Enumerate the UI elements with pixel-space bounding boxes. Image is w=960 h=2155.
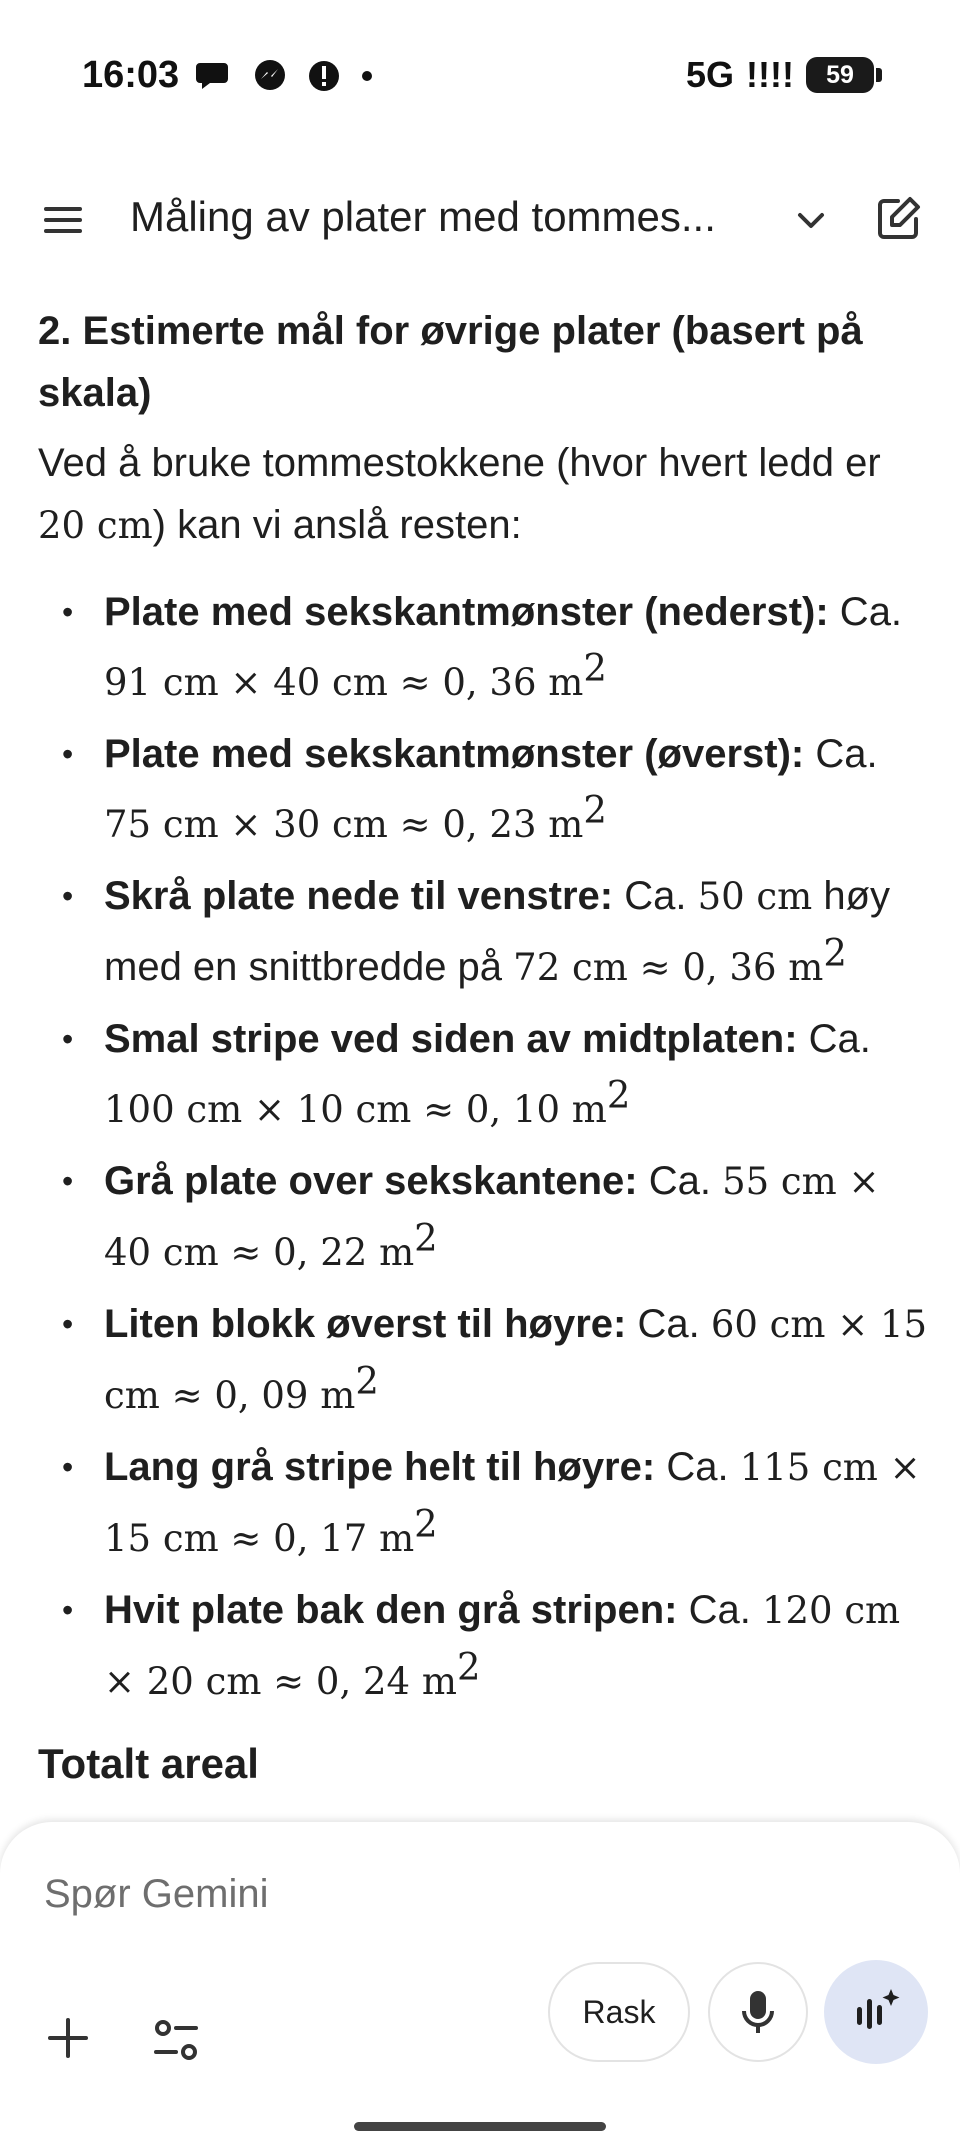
item-math: 55 cm × 40 cm ≈ 0, 22 m bbox=[104, 1160, 880, 1274]
list-item bbox=[38, 1289, 928, 1431]
intro-math: 20 cm bbox=[38, 504, 153, 547]
list-item bbox=[38, 1432, 928, 1574]
item-text: Ca. bbox=[797, 1017, 871, 1061]
total-area-heading: Totalt areal bbox=[38, 1740, 259, 1787]
prompt-input[interactable]: Spør Gemini bbox=[44, 1872, 269, 1916]
new-chat-edit-icon[interactable] bbox=[870, 191, 926, 247]
conversation-title[interactable]: Måling av plater med tommes... bbox=[130, 193, 716, 240]
item-text-b: høy med en snittbredde på bbox=[104, 874, 891, 989]
item-exponent: 2 bbox=[583, 646, 607, 690]
status-time: 16:03 bbox=[82, 54, 180, 96]
section-heading: 2. Estimerte mål for øvrige plater (basert på skala) bbox=[38, 309, 863, 415]
item-exponent: 2 bbox=[606, 1073, 631, 1117]
live-waveform-sparkle-icon bbox=[849, 1985, 903, 2039]
item-label: Smal stripe ved siden av midtplaten: bbox=[104, 1017, 798, 1061]
chat-bubble-icon bbox=[196, 59, 234, 93]
item-label: Lang grå stripe helt til høyre: bbox=[104, 1445, 656, 1489]
response-content bbox=[38, 300, 928, 1718]
item-math: 72 cm ≈ 0, 36 m bbox=[513, 946, 824, 989]
intro-text-before: Ved å bruke tommestokkene (hvor hvert ledd er bbox=[38, 441, 881, 485]
microphone-icon bbox=[736, 1987, 780, 2037]
item-exponent: 2 bbox=[456, 1645, 481, 1689]
status-bar bbox=[0, 0, 960, 150]
item-math: 75 cm × 30 cm ≈ 0, 23 m bbox=[104, 803, 584, 846]
item-label: Skrå plate nede til venstre: bbox=[104, 874, 614, 918]
item-text: Ca. bbox=[804, 732, 878, 776]
tools-settings-icon[interactable] bbox=[148, 2012, 204, 2068]
app-header bbox=[0, 175, 960, 265]
network-type: 5G bbox=[686, 54, 735, 95]
plus-icon[interactable] bbox=[40, 2010, 96, 2066]
item-exponent: 2 bbox=[414, 1216, 438, 1260]
item-label: Plate med sekskantmønster (øverst): bbox=[104, 732, 805, 776]
notification-icons bbox=[196, 58, 374, 94]
item-math: 91 cm × 40 cm ≈ 0, 36 m bbox=[104, 661, 584, 704]
model-mode-button[interactable]: Rask bbox=[548, 1962, 690, 2062]
more-notifications-dot-icon bbox=[360, 69, 374, 83]
item-text: Ca. bbox=[655, 1445, 740, 1489]
item-label: Liten blokk øverst til høyre: bbox=[104, 1302, 627, 1346]
item-exponent: 2 bbox=[583, 788, 607, 832]
item-text: Ca. bbox=[637, 1159, 723, 1203]
item-label: Grå plate over sekskantene: bbox=[104, 1159, 638, 1203]
item-text: Ca. bbox=[613, 874, 698, 918]
battery-tip bbox=[876, 68, 882, 82]
signal-strength-icon: !!!! bbox=[746, 54, 794, 95]
home-indicator[interactable] bbox=[354, 2122, 606, 2131]
item-label: Hvit plate bak den grå stripen: bbox=[104, 1588, 678, 1632]
item-exponent: 2 bbox=[414, 1502, 438, 1546]
gemini-live-button[interactable] bbox=[824, 1960, 928, 2064]
chevron-down-icon[interactable] bbox=[786, 195, 836, 245]
intro-text-after: ) kan vi anslå resten: bbox=[152, 503, 522, 547]
plate-list bbox=[38, 577, 928, 1717]
list-item bbox=[38, 1575, 928, 1717]
system-status bbox=[686, 54, 882, 96]
item-exponent: 2 bbox=[823, 931, 847, 975]
battery-icon bbox=[806, 57, 874, 93]
battery-level: 59 bbox=[826, 60, 854, 89]
list-item bbox=[38, 1146, 928, 1288]
item-text: Ca. bbox=[828, 590, 903, 634]
item-math: 115 cm × 15 cm ≈ 0, 17 m bbox=[104, 1446, 921, 1560]
item-label: Plate med sekskantmønster (nederst): bbox=[104, 590, 829, 634]
messenger-icon bbox=[252, 58, 288, 94]
prompt-composer bbox=[0, 1822, 960, 2155]
item-exponent: 2 bbox=[355, 1359, 379, 1403]
list-item bbox=[38, 719, 928, 860]
item-text: Ca. bbox=[626, 1302, 711, 1346]
item-math-height: 50 cm bbox=[697, 875, 813, 918]
intro-paragraph bbox=[38, 432, 928, 557]
list-item bbox=[38, 1004, 928, 1145]
list-item bbox=[38, 861, 928, 1003]
item-math: 120 cm × 20 cm ≈ 0, 24 m bbox=[104, 1589, 901, 1703]
alert-icon bbox=[306, 58, 342, 94]
item-math: 60 cm × 15 cm ≈ 0, 09 m bbox=[104, 1303, 928, 1417]
item-text: Ca. bbox=[677, 1588, 762, 1632]
menu-icon[interactable] bbox=[40, 197, 86, 243]
list-item bbox=[38, 577, 928, 718]
microphone-button[interactable] bbox=[708, 1962, 808, 2062]
item-math: 100 cm × 10 cm ≈ 0, 10 m bbox=[104, 1088, 607, 1131]
